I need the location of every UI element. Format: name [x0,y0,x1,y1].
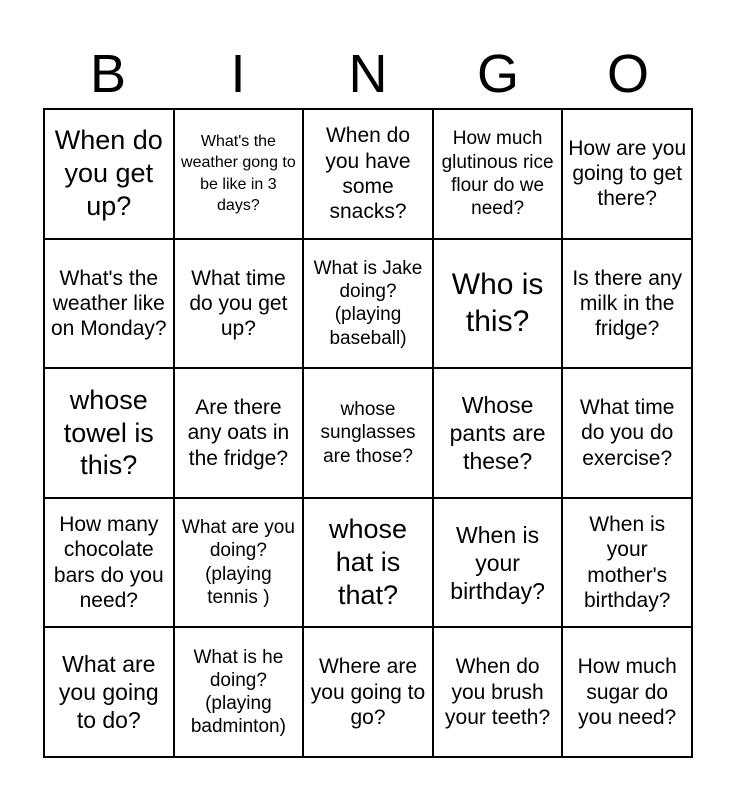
bingo-cell[interactable] [303,109,433,239]
bingo-cell[interactable] [303,498,433,628]
cell-text: How many chocolate bars do you need? [53,513,164,612]
cell-text: What's the weather gong to be like in 3 days? [181,132,296,215]
bingo-cell[interactable] [562,498,692,628]
bingo-cell[interactable] [174,498,304,628]
cell-text: How much sugar do you need? [577,655,677,729]
cell-text: whose towel is this? [63,384,154,481]
cell-text: When is your mother's birthday? [584,513,671,612]
cell-text: Who is this? [451,267,544,339]
cell-text: What is Jake doing? (playing baseball) [313,258,423,349]
bingo-cell[interactable] [44,368,174,498]
bingo-cell[interactable] [303,368,433,498]
bingo-cell[interactable] [433,109,563,239]
bingo-cell[interactable] [433,627,563,757]
cell-text: What's the weather like on Monday? [51,266,167,340]
bingo-cell[interactable] [562,368,692,498]
header-letter-n: N [348,44,388,104]
cell-text: whose sunglasses are those? [320,399,416,467]
header-letter-b: B [89,44,127,104]
cell-text: When do you brush your teeth? [445,655,551,729]
cell-text: Is there any milk in the fridge? [572,266,683,340]
bingo-cell[interactable] [303,627,433,757]
bingo-cell[interactable] [44,498,174,628]
bingo-cell[interactable] [433,239,563,369]
header-letter-g: G [476,44,519,104]
cell-text: Whose pants are these? [449,391,546,475]
header-letter-i: I [230,44,246,104]
bingo-cell[interactable] [44,239,174,369]
cell-text: whose hat is that? [328,514,408,611]
bingo-cell[interactable] [303,239,433,369]
bingo-cell[interactable] [562,627,692,757]
cell-text: What are you doing? (playing tennis ) [181,517,295,608]
bingo-cell[interactable] [174,239,304,369]
bingo-header [43,40,693,108]
bingo-cell[interactable] [433,368,563,498]
bingo-cell[interactable] [44,627,174,757]
cell-text: What are you going to do? [58,651,159,734]
cell-text: Where are you going to go? [310,655,426,729]
bingo-cell[interactable] [174,109,304,239]
cell-text: When do you get up? [54,125,163,222]
cell-text: Are there any oats in the fridge? [187,396,290,470]
bingo-cell[interactable] [433,498,563,628]
bingo-cell[interactable] [562,239,692,369]
cell-text: When do you have some snacks? [325,124,411,223]
bingo-cell[interactable] [174,627,304,757]
cell-text: What time do you get up? [189,266,288,340]
header-letter-o: O [606,44,649,104]
cell-text: When is your birthday? [450,521,545,604]
cell-text: How much glutinous rice flour do we need? [441,128,554,219]
cell-text: How are you going to get there? [568,137,687,211]
bingo-cell[interactable] [44,109,174,239]
bingo-grid [43,108,693,758]
cell-text: What time do you do exercise? [579,396,675,470]
cell-text: What is he doing? (playing badminton) [190,646,286,738]
bingo-cell[interactable] [562,109,692,239]
bingo-cell[interactable] [174,368,304,498]
